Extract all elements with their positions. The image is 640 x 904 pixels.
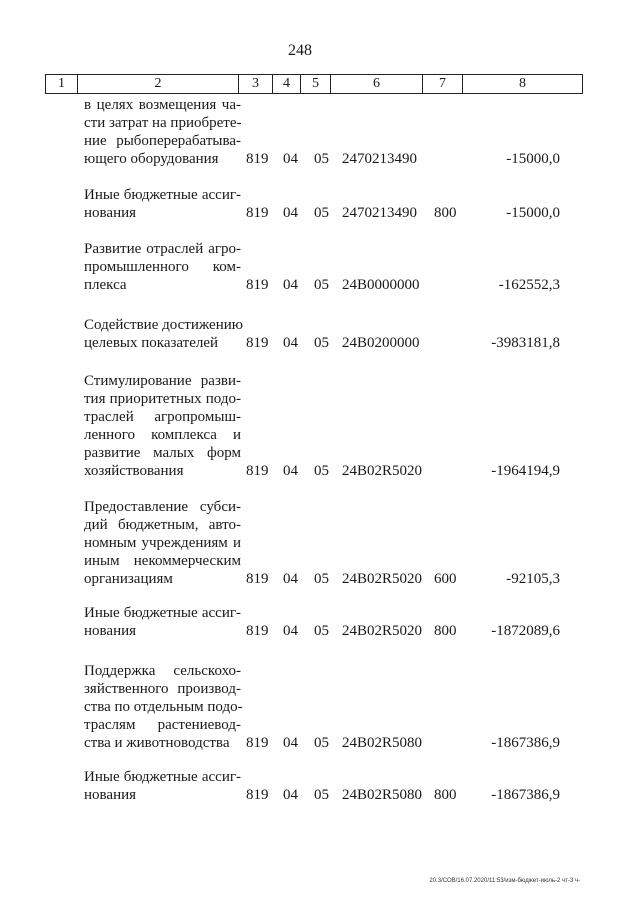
cell-amount: -1867386,9 <box>491 735 560 751</box>
row-description-line: нования <box>84 623 137 639</box>
cell-amount: -15000,0 <box>506 205 560 221</box>
row-description-line: нования <box>84 205 137 221</box>
row-description <box>84 316 241 352</box>
cell-expense-type: 800 <box>434 787 457 803</box>
table-header-row <box>45 74 583 94</box>
cell-section: 04 <box>283 205 298 221</box>
cell-expense-type: 600 <box>434 571 457 587</box>
row-description <box>84 604 241 640</box>
row-description <box>84 96 241 168</box>
row-description-line: дий бюджетным, авто- <box>84 517 241 533</box>
cell-amount: -1867386,9 <box>491 787 560 803</box>
cell-ministry-code: 819 <box>246 623 269 639</box>
row-description-line: Иные бюджетные ассиг- <box>84 187 241 203</box>
row-description-line: номным учреждениям и <box>84 535 241 551</box>
cell-subsection: 05 <box>314 151 329 167</box>
cell-target-article: 2470213490 <box>342 205 417 221</box>
row-description-line: нования <box>84 787 137 803</box>
footer-document-stamp: 20.3/СОВ/16.07.2020/11:53/изм-бюджет-июль-2 чт-3 ч- <box>429 878 580 884</box>
row-description <box>84 186 241 222</box>
header-col-1: 1 <box>46 75 78 93</box>
cell-amount: -1964194,9 <box>491 463 560 479</box>
row-description-line: Поддержка сельскохо- <box>84 663 241 679</box>
cell-target-article: 24В0200000 <box>342 335 420 351</box>
cell-target-article: 2470213490 <box>342 151 417 167</box>
row-description-line: хозяйствования <box>84 463 184 479</box>
cell-subsection: 05 <box>314 787 329 803</box>
cell-subsection: 05 <box>314 735 329 751</box>
cell-section: 04 <box>283 151 298 167</box>
cell-section: 04 <box>283 623 298 639</box>
cell-subsection: 05 <box>314 623 329 639</box>
header-col-5: 5 <box>301 75 331 93</box>
row-description-line: иным некоммерческим <box>84 553 241 569</box>
row-description-line: Иные бюджетные ассиг- <box>84 605 241 621</box>
cell-subsection: 05 <box>314 205 329 221</box>
row-description <box>84 498 241 588</box>
row-description-line: Развитие отраслей агро- <box>84 241 241 257</box>
cell-expense-type: 800 <box>434 623 457 639</box>
cell-amount: -1872089,6 <box>491 623 560 639</box>
row-description-line: траслям растениевод- <box>84 717 241 733</box>
cell-ministry-code: 819 <box>246 787 269 803</box>
row-description-line: целевых показателей <box>84 335 219 351</box>
cell-section: 04 <box>283 571 298 587</box>
cell-amount: -92105,3 <box>506 571 560 587</box>
cell-ministry-code: 819 <box>246 571 269 587</box>
row-description <box>84 240 241 294</box>
row-description-line: ленного комплекса и <box>84 427 241 443</box>
row-description-line: ющего оборудования <box>84 151 219 167</box>
header-col-2: 2 <box>78 75 239 93</box>
row-description-line: Иные бюджетные ассиг- <box>84 769 241 785</box>
row-description-line: ние рыбоперерабатыва- <box>84 133 241 149</box>
row-description-line: в целях возмещения ча- <box>84 97 241 113</box>
row-description-line: развитие малых форм <box>84 445 241 461</box>
cell-ministry-code: 819 <box>246 277 269 293</box>
row-description <box>84 662 241 752</box>
cell-subsection: 05 <box>314 335 329 351</box>
row-description-line: ства по отдельным подо- <box>84 699 243 715</box>
cell-target-article: 24В0000000 <box>342 277 420 293</box>
cell-section: 04 <box>283 463 298 479</box>
row-description-line: организациям <box>84 571 173 587</box>
cell-target-article: 24В02R5080 <box>342 787 423 803</box>
cell-ministry-code: 819 <box>246 335 269 351</box>
cell-target-article: 24В02R5020 <box>342 571 423 587</box>
row-description <box>84 768 241 804</box>
row-description-line: Содействие достижению <box>84 317 243 333</box>
header-col-8: 8 <box>519 76 526 91</box>
row-description-line: Стимулирование разви- <box>84 373 241 389</box>
cell-amount: -3983181,8 <box>491 335 560 351</box>
row-description-line: тия приоритетных подо- <box>84 391 241 407</box>
cell-section: 04 <box>283 277 298 293</box>
cell-subsection: 05 <box>314 463 329 479</box>
cell-section: 04 <box>283 335 298 351</box>
cell-target-article: 24В02R5020 <box>342 623 423 639</box>
cell-subsection: 05 <box>314 277 329 293</box>
cell-subsection: 05 <box>314 571 329 587</box>
header-col-4: 4 <box>273 75 301 93</box>
cell-target-article: 24В02R5080 <box>342 735 423 751</box>
cell-ministry-code: 819 <box>246 151 269 167</box>
cell-section: 04 <box>283 735 298 751</box>
row-description-line: траслей агропромыш- <box>84 409 241 425</box>
cell-target-article: 24В02R5020 <box>342 463 423 479</box>
row-description <box>84 372 241 480</box>
cell-ministry-code: 819 <box>246 205 269 221</box>
header-col-3: 3 <box>239 75 273 93</box>
row-description-line: промышленного ком- <box>84 259 241 275</box>
cell-section: 04 <box>283 787 298 803</box>
cell-amount: -162552,3 <box>498 277 560 293</box>
cell-ministry-code: 819 <box>246 735 269 751</box>
cell-ministry-code: 819 <box>246 463 269 479</box>
cell-amount: -15000,0 <box>506 151 560 167</box>
row-description-line: сти затрат на приобрете- <box>84 115 242 131</box>
page-number: 248 <box>288 42 312 59</box>
row-description-line: зяйственного производ- <box>84 681 241 697</box>
row-description-line: плекса <box>84 277 127 293</box>
row-description-line: Предоставление субси- <box>84 499 241 515</box>
cell-expense-type: 800 <box>434 205 457 221</box>
row-description-line: ства и животноводства <box>84 735 230 751</box>
header-col-6: 6 <box>331 75 423 93</box>
header-col-7: 7 <box>423 75 463 93</box>
